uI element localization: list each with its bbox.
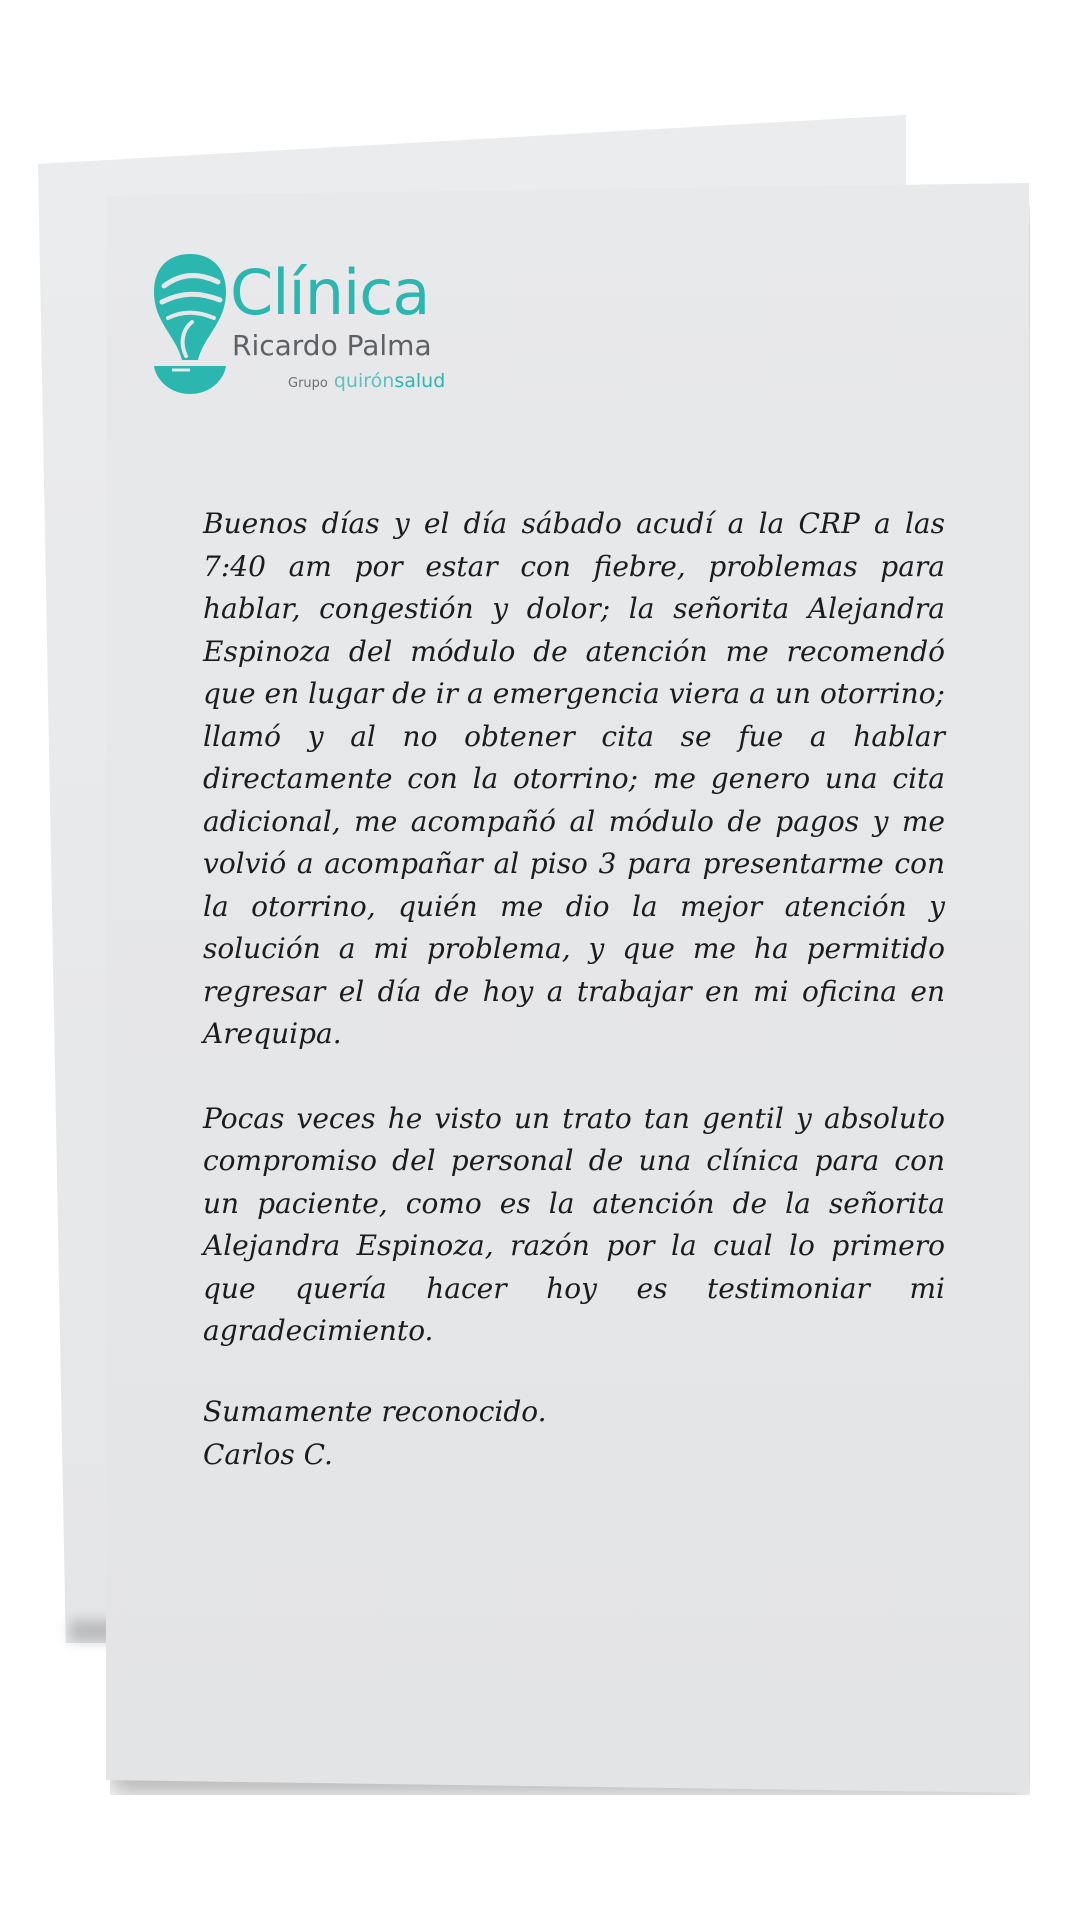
- clinic-logo-icon: [152, 252, 228, 396]
- logo-group-label: Grupo: [288, 376, 328, 391]
- signature: Carlos C.: [203, 1438, 333, 1471]
- letter-paragraph-2: Pocas veces he visto un trato tan gentil y absoluto compromiso del personal de una clínica para con un paciente, como es la atención de la señorita Alejandra Espinoza, razón por la cual lo primero que quería hacer hoy es testimoniar mi agradecimiento.: [203, 1101, 945, 1347]
- closing-line: Sumamente reconocido.: [203, 1395, 547, 1428]
- letter-closing: [203, 1390, 547, 1476]
- logo-subtitle: Ricardo Palma: [232, 329, 432, 362]
- letter-body: [203, 503, 945, 1353]
- logo-group-line: [288, 370, 445, 392]
- logo-brand-quiron: quirón: [333, 370, 395, 392]
- clinic-logo: [152, 252, 452, 402]
- logo-brand-salud: salud: [394, 370, 446, 392]
- logo-title: Clínica: [230, 256, 430, 329]
- letter-paragraph-1: Buenos días y el día sábado acudí a la CRP a las 7:40 am por estar con fiebre, problemas para hablar, congestión y dolor; la señorita Alejandra Espinoza del módulo de atención me recomendó que en lugar de ir a emergencia viera a un otorrino; llamó y al no obtener cita se fue a hablar directamente con la otorrino; me genero una cita adicional, me acompañó al módulo de pagos y me volvió a acompañar al piso 3 para presentarme con la otorrino, quién me dio la mejor atención y solución a mi problema, y que me ha permitido regresar el día de hoy a trabajar en mi oficina en Arequipa.: [203, 507, 945, 1050]
